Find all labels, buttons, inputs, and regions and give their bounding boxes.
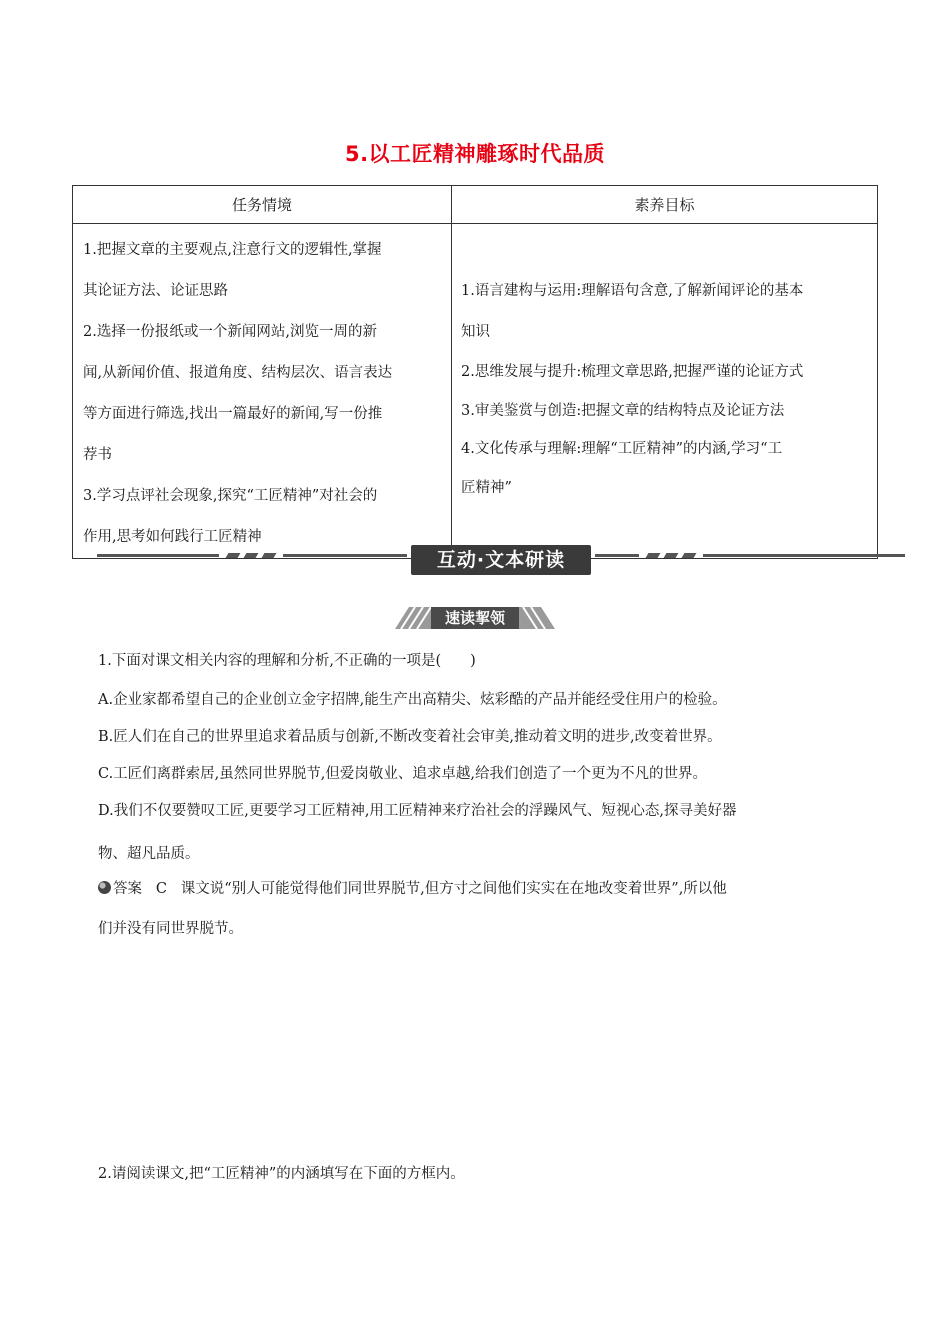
task-line: 1.把握文章的主要观点,注意行文的逻辑性,掌握 [83,242,382,258]
option-b: B.匠人们在自己的世界里追求着品质与创新,不断改变着社会审美,推动着文明的进步,改变着世界。 [98,729,722,745]
task-line: 荐书 [83,447,112,463]
section-band [97,545,905,577]
band-dash [262,553,277,558]
band-rule-mid [283,554,407,557]
question1-stem: 1.下面对课文相关内容的理解和分析,不正确的一项是( ) [98,653,476,669]
answer-label: 答案 [113,881,142,897]
task-line: 3.学习点评社会现象,探究“工匠精神”对社会的 [83,488,378,504]
band-dash [682,553,697,558]
task-line: 等方面进行筛选,找出一篇最好的新闻,写一份推 [83,406,383,422]
task-line: 2.选择一份报纸或一个新闻网站,浏览一周的新 [83,324,377,340]
task-line: 作用,思考如何践行工匠精神 [83,529,262,545]
answer-explanation-continued: 们并没有同世界脱节。 [98,921,243,937]
band-dash [646,553,661,558]
answer-line [98,877,727,898]
task-line: 闻,从新闻价值、报道角度、结构层次、语言表达 [83,365,393,381]
goal-line: 知识 [461,324,490,340]
band-dash [226,553,241,558]
subsection-badge [395,605,555,631]
goal-line: 2.思维发展与提升:梳理文章思路,把握严谨的论证方式 [461,364,804,380]
goals-table [72,185,878,559]
section-band-title: 互动·文本研读 [411,545,591,575]
answer-explanation: 课文说“别人可能觉得他们同世界脱节,但方寸之间他们实实在在地改变着世界”,所以他 [180,881,727,897]
subsection-badge-label: 速读挈领 [431,607,519,629]
answer-icon [98,881,111,894]
lesson-title: 5.以工匠精神雕琢时代品质 [344,142,606,166]
band-rule-right [595,554,639,557]
literacy-goals-cell [452,224,878,559]
option-d: D.我们不仅要赞叹工匠,更要学习工匠精神,用工匠精神来疗治社会的浮躁风气、短视心态,探寻美好器 [98,803,737,819]
option-d-continued: 物、超凡品质。 [98,846,200,862]
goal-line: 4.文化传承与理解:理解“工匠精神”的内涵,学习“工 [461,441,783,457]
goal-line: 1.语言建构与运用:理解语句含意,了解新闻评论的基本 [461,283,804,299]
band-dash [664,553,679,558]
goal-line: 匠精神” [461,479,512,496]
task-context-cell [73,224,452,559]
band-dash [244,553,259,558]
header-task-context: 任务情境 [73,186,452,224]
option-a: A.企业家都希望自己的企业创立金字招牌,能生产出高精尖、炫彩酷的产品并能经受住用户的检验。 [98,692,727,708]
answer-value: C [155,881,167,897]
band-rule-far-right [703,554,905,557]
header-literacy-goals: 素养目标 [452,186,878,224]
goal-line: 3.审美鉴赏与创造:把握文章的结构特点及论证方法 [461,402,785,419]
option-c: C.工匠们离群索居,虽然同世界脱节,但爱岗敬业、追求卓越,给我们创造了一个更为不凡的世界。 [98,766,708,782]
question2-stem: 2.请阅读课文,把“工匠精神”的内涵填写在下面的方框内。 [98,1166,465,1182]
band-rule-left [97,554,219,557]
task-line: 其论证方法、论证思路 [83,283,228,299]
